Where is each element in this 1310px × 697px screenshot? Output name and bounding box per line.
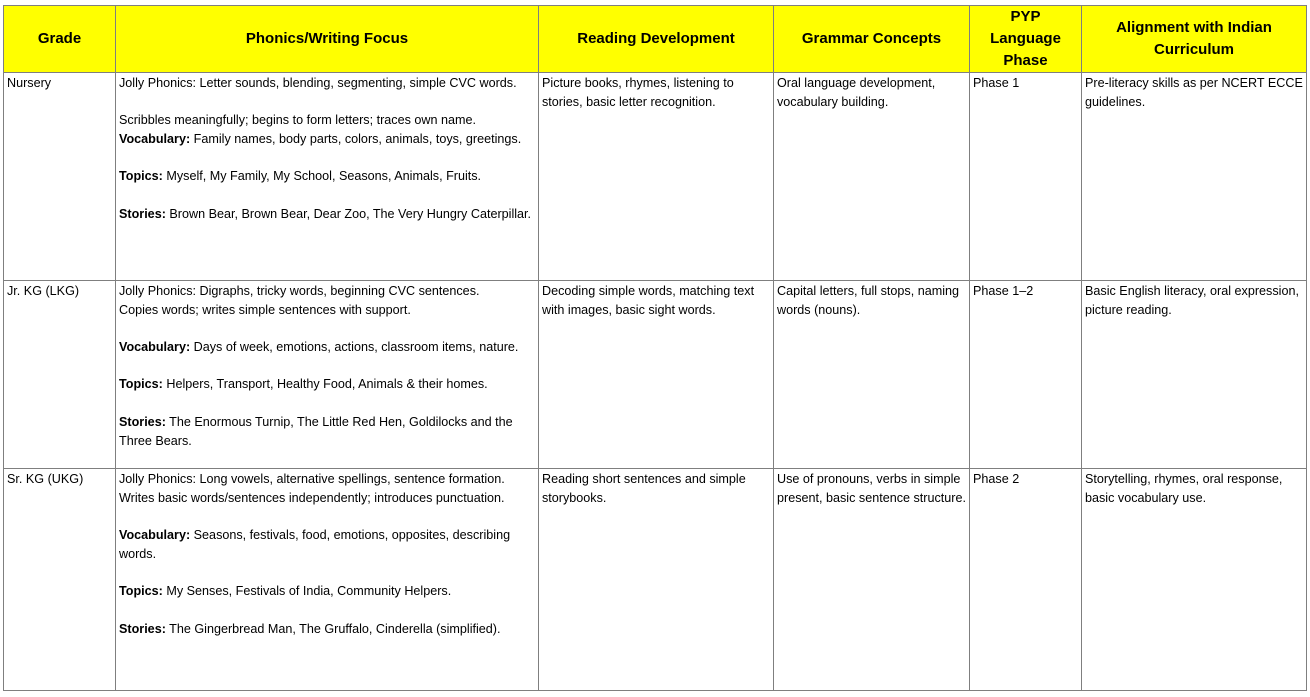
vocabulary-text: Seasons, festivals, food, emotions, opposites, describing words. bbox=[119, 528, 511, 561]
topics-label: Topics: bbox=[119, 584, 163, 599]
reading-text: Picture books, rhymes, listening to stories, basic letter recognition. bbox=[542, 76, 734, 109]
stories-text: The Enormous Turnip, The Little Red Hen, Goldilocks and the Three Bears. bbox=[119, 414, 513, 448]
vocabulary-line bbox=[119, 130, 535, 149]
alignment-text: Storytelling, rhymes, oral response, basic vocabulary use. bbox=[1085, 472, 1283, 505]
table-row bbox=[4, 73, 1307, 281]
stories-line bbox=[119, 620, 535, 639]
phonics-writing-cell bbox=[116, 469, 539, 691]
vocabulary-text: Days of week, emotions, actions, classroom items, nature. bbox=[193, 340, 519, 355]
vocabulary-line bbox=[119, 526, 535, 563]
reading-text: Reading short sentences and simple storybooks. bbox=[542, 472, 746, 505]
writing-text: Copies words; writes simple sentences with support. bbox=[119, 302, 411, 317]
table-row bbox=[4, 469, 1307, 691]
header-grammar-concepts: Grammar Concepts bbox=[774, 6, 970, 73]
phase-cell bbox=[970, 469, 1082, 691]
header-grade: Grade bbox=[4, 6, 116, 73]
reading-cell bbox=[539, 469, 774, 691]
stories-label: Stories: bbox=[119, 206, 166, 221]
alignment-cell bbox=[1082, 469, 1307, 691]
grade-cell bbox=[4, 281, 116, 469]
phonics-text: Jolly Phonics: Digraphs, tricky words, beginning CVC sentences. bbox=[119, 284, 480, 298]
phase-cell bbox=[970, 281, 1082, 469]
stories-line bbox=[119, 413, 535, 450]
phonics-text: Jolly Phonics: Long vowels, alternative spellings, sentence formation. bbox=[119, 472, 505, 486]
phonics-text: Jolly Phonics: Letter sounds, blending, segmenting, simple CVC words. bbox=[119, 76, 517, 90]
reading-cell bbox=[539, 281, 774, 469]
grammar-text: Use of pronouns, verbs in simple present, basic sentence structure. bbox=[777, 472, 967, 505]
grade-cell bbox=[4, 469, 116, 691]
topics-line bbox=[119, 582, 535, 601]
phase-text: Phase 2 bbox=[973, 472, 1020, 486]
grade-text: Jr. KG (LKG) bbox=[7, 284, 80, 298]
header-phonics-writing-focus: Phonics/Writing Focus bbox=[116, 6, 539, 73]
grammar-text: Oral language development, vocabulary building. bbox=[777, 76, 936, 109]
header-alignment-indian-curriculum: Alignment with Indian Curriculum bbox=[1082, 6, 1307, 73]
alignment-text: Pre-literacy skills as per NCERT ECCE guidelines. bbox=[1085, 76, 1303, 109]
header-reading-development: Reading Development bbox=[539, 6, 774, 73]
topics-label: Topics: bbox=[119, 377, 163, 392]
grade-cell bbox=[4, 73, 116, 281]
phase-text: Phase 1–2 bbox=[973, 284, 1034, 298]
grammar-cell bbox=[774, 73, 970, 281]
phonics-writing-cell bbox=[116, 73, 539, 281]
stories-text: The Gingerbread Man, The Gruffalo, Cinderella (simplified). bbox=[169, 621, 501, 636]
topics-label: Topics: bbox=[119, 169, 163, 184]
grade-text: Nursery bbox=[7, 76, 52, 90]
grammar-cell bbox=[774, 281, 970, 469]
grammar-cell bbox=[774, 469, 970, 691]
writing-text: Scribbles meaningfully; begins to form letters; traces own name. bbox=[119, 113, 476, 128]
reading-text: Decoding simple words, matching text with images, basic sight words. bbox=[542, 284, 755, 317]
topics-text: Myself, My Family, My School, Seasons, Animals, Fruits. bbox=[166, 169, 482, 184]
phase-cell bbox=[970, 73, 1082, 281]
header-pyp-language-phase: PYP Language Phase bbox=[970, 6, 1082, 73]
phonics-writing-cell bbox=[116, 281, 539, 469]
topics-line bbox=[119, 167, 535, 186]
topics-line bbox=[119, 375, 535, 394]
reading-cell bbox=[539, 73, 774, 281]
grammar-text: Capital letters, full stops, naming words (nouns). bbox=[777, 284, 959, 317]
vocabulary-label: Vocabulary: bbox=[119, 132, 191, 147]
writing-text: Writes basic words/sentences independently; introduces punctuation. bbox=[119, 490, 505, 505]
stories-line bbox=[119, 205, 535, 224]
vocabulary-label: Vocabulary: bbox=[119, 528, 191, 543]
curriculum-table bbox=[3, 5, 1307, 691]
topics-text: My Senses, Festivals of India, Community Helpers. bbox=[166, 584, 452, 599]
topics-text: Helpers, Transport, Healthy Food, Animals & their homes. bbox=[166, 377, 488, 392]
grade-text: Sr. KG (UKG) bbox=[7, 472, 84, 486]
vocabulary-line bbox=[119, 338, 535, 357]
alignment-cell bbox=[1082, 281, 1307, 469]
stories-text: Brown Bear, Brown Bear, Dear Zoo, The Very Hungry Caterpillar. bbox=[169, 206, 532, 221]
vocabulary-label: Vocabulary: bbox=[119, 340, 191, 355]
stories-label: Stories: bbox=[119, 621, 166, 636]
phase-text: Phase 1 bbox=[973, 76, 1020, 90]
vocabulary-text: Family names, body parts, colors, animals, toys, greetings. bbox=[193, 132, 522, 147]
alignment-cell bbox=[1082, 73, 1307, 281]
header-row bbox=[4, 6, 1307, 73]
alignment-text: Basic English literacy, oral expression, picture reading. bbox=[1085, 284, 1299, 317]
stories-label: Stories: bbox=[119, 414, 166, 429]
table-row bbox=[4, 281, 1307, 469]
